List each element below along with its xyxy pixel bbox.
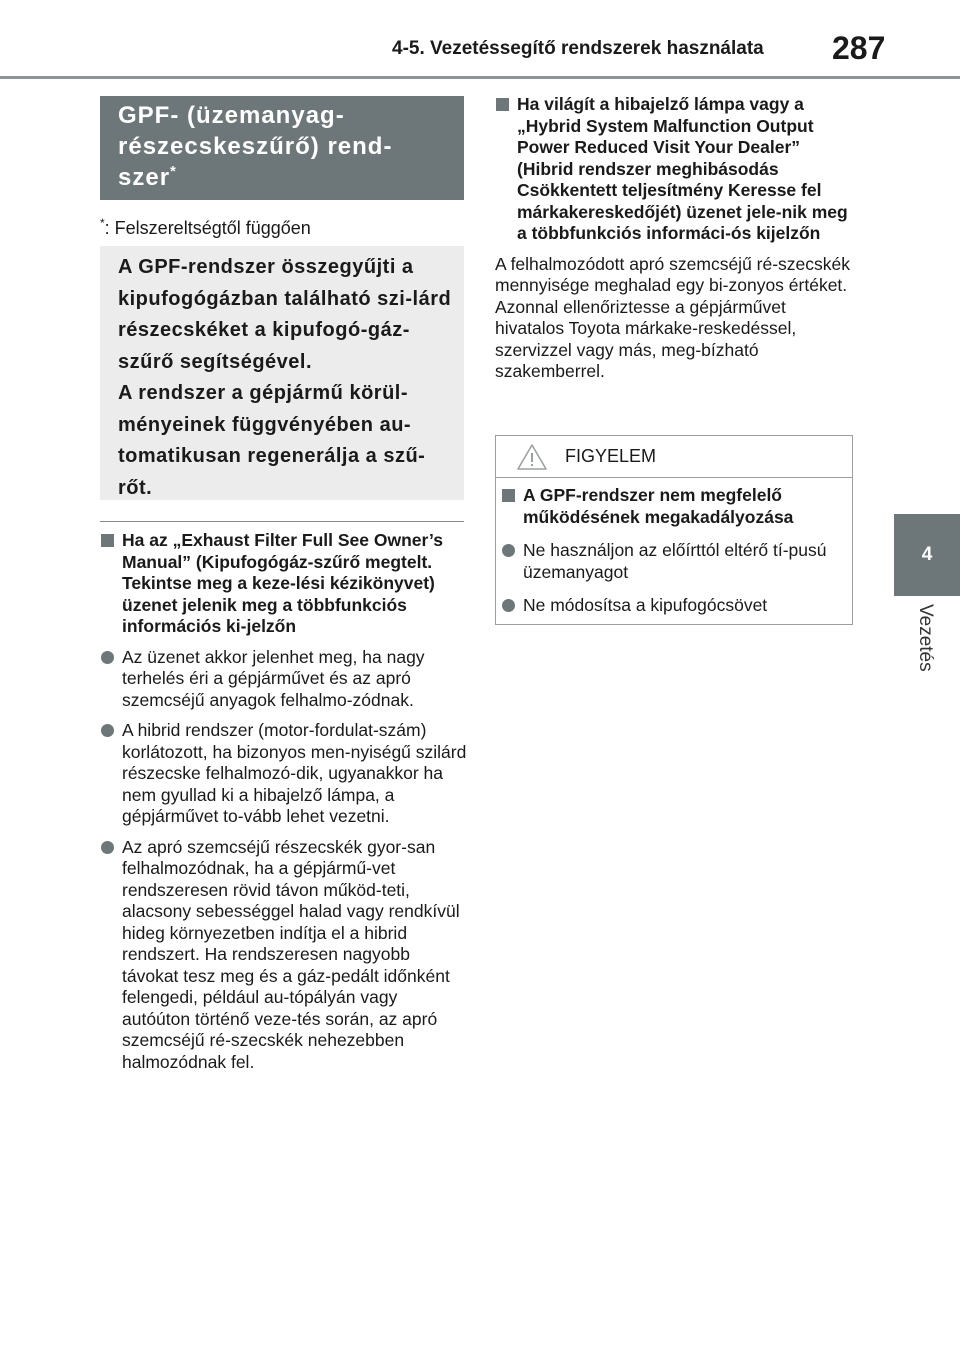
- header-rule: [0, 76, 960, 79]
- caution-body: [496, 478, 852, 617]
- list-item-text: Az üzenet akkor jelenhet meg, ha nagy terhelés éri a gépjárművet és az apró szemcséjű anyagok felhalmo-zódnak.: [122, 646, 425, 710]
- list-item: [100, 647, 468, 712]
- page-number: 287: [832, 30, 886, 66]
- left-column: [100, 530, 468, 1073]
- section-divider: [100, 521, 464, 522]
- circle-bullet-icon: [502, 544, 515, 557]
- circle-bullet-icon: [101, 724, 114, 737]
- list-item-text: Ne használjon az előírttól eltérő tí-pusú üzemanyagot: [523, 540, 827, 582]
- malfunction-heading-text: Ha világít a hibajelző lámpa vagy a „Hybrid System Malfunction Output Power Reduced Visit Your Dealer” (Hibrid rendszer meghibásodás Csökkentett teljesítmény Keresse fel márkakereskedőjét) üzenet jele-nik meg a többfunkciós informáci-ós kijelzőn: [517, 94, 848, 243]
- summary-paragraph-2: A rendszer a gépjármű körül-ményeinek függvényében au-tomatikusan regenerálja a szű-rőt.: [118, 382, 426, 499]
- footnote: [100, 216, 311, 239]
- caution-heading: [501, 485, 844, 528]
- section-title-line-1: GPF- (üzemanyag-: [118, 102, 345, 129]
- chapter-tab: [894, 514, 960, 596]
- footnote-mark: *: [100, 216, 105, 230]
- exhaust-filter-heading: [100, 530, 468, 638]
- list-item: [100, 720, 468, 828]
- caution-box: [495, 435, 853, 625]
- footnote-text: : Felszereltségtől függően: [104, 218, 311, 238]
- warning-triangle-icon: [516, 443, 548, 471]
- list-item: [501, 595, 844, 617]
- section-title-line-3: szer: [118, 164, 171, 191]
- caution-title: FIGYELEM: [565, 446, 657, 466]
- chapter-label: Vezetés: [915, 604, 936, 672]
- list-item-text: Az apró szemcséjű részecskék gyor-san felhalmozódnak, ha a gépjármű-vet rendszeresen rövid távon működ-teti, alacsony sebességgel halad vagy rendkívül hideg környezetben indítja el a hibrid rendszert. Ha rendszeresen nagyobb távokat tesz meg és a gáz-pedált időnként felengedi, például au-tópályán vagy autóúton történő veze-tés során, az apró szemcséjű ré-szecskék nehezebben halmozódnak fel.: [122, 836, 460, 1072]
- list-item-text: A hibrid rendszer (motor-fordulat-szám) korlátozott, ha bizonyos men-nyiségű szilárd részecske felhalmozó-dik, ugyanakkor ha nem gyullad ki a hibajelző lámpa, a gépjárművet to-vább lehet vezetni.: [122, 720, 467, 826]
- caution-header: [496, 436, 852, 478]
- section-title: [100, 96, 464, 200]
- circle-bullet-icon: [101, 841, 114, 854]
- list-item: [501, 540, 844, 583]
- section-title-line-2: részecskeszűrő) rend-: [118, 133, 393, 160]
- malfunction-heading: [495, 94, 857, 245]
- square-bullet-icon: [496, 98, 509, 111]
- list-item-text: Ne módosítsa a kipufogócsövet: [523, 595, 768, 615]
- circle-bullet-icon: [502, 599, 515, 612]
- summary-box: [100, 246, 464, 500]
- caution-heading-text: A GPF-rendszer nem megfelelő működésének megakadályozása: [523, 485, 794, 527]
- running-header-title: 4-5. Vezetéssegítő rendszerek használata: [392, 38, 764, 59]
- exhaust-filter-heading-text: Ha az „Exhaust Filter Full See Owner’s Manual” (Kipufogógáz-szűrő megtelt. Tekintse meg a keze-lési kézikönyvet) üzenet jelenik meg a többfunkciós információs ki-jelzőn: [122, 530, 443, 636]
- chapter-number: 4: [921, 544, 933, 565]
- circle-bullet-icon: [101, 651, 114, 664]
- right-column: [495, 94, 857, 383]
- square-bullet-icon: [101, 534, 114, 547]
- malfunction-paragraph: A felhalmozódott apró szemcséjű ré-szecskék mennyisége meghalad egy bi-zonyos értéket. Azonnal ellenőriztesse a gépjárművet hivatalos Toyota márkake-reskedéssel, szervizzel vagy más, meg-bízható szakemberrel.: [495, 253, 851, 381]
- list-item: [100, 837, 468, 1074]
- section-title-footnote-mark: *: [170, 163, 177, 180]
- summary-paragraph-1: A GPF-rendszer összegyűjti a kipufogógázban található szi-lárd részecskéket a kipufogó-gáz-szűrő segítségével.: [118, 256, 452, 373]
- square-bullet-icon: [502, 489, 515, 502]
